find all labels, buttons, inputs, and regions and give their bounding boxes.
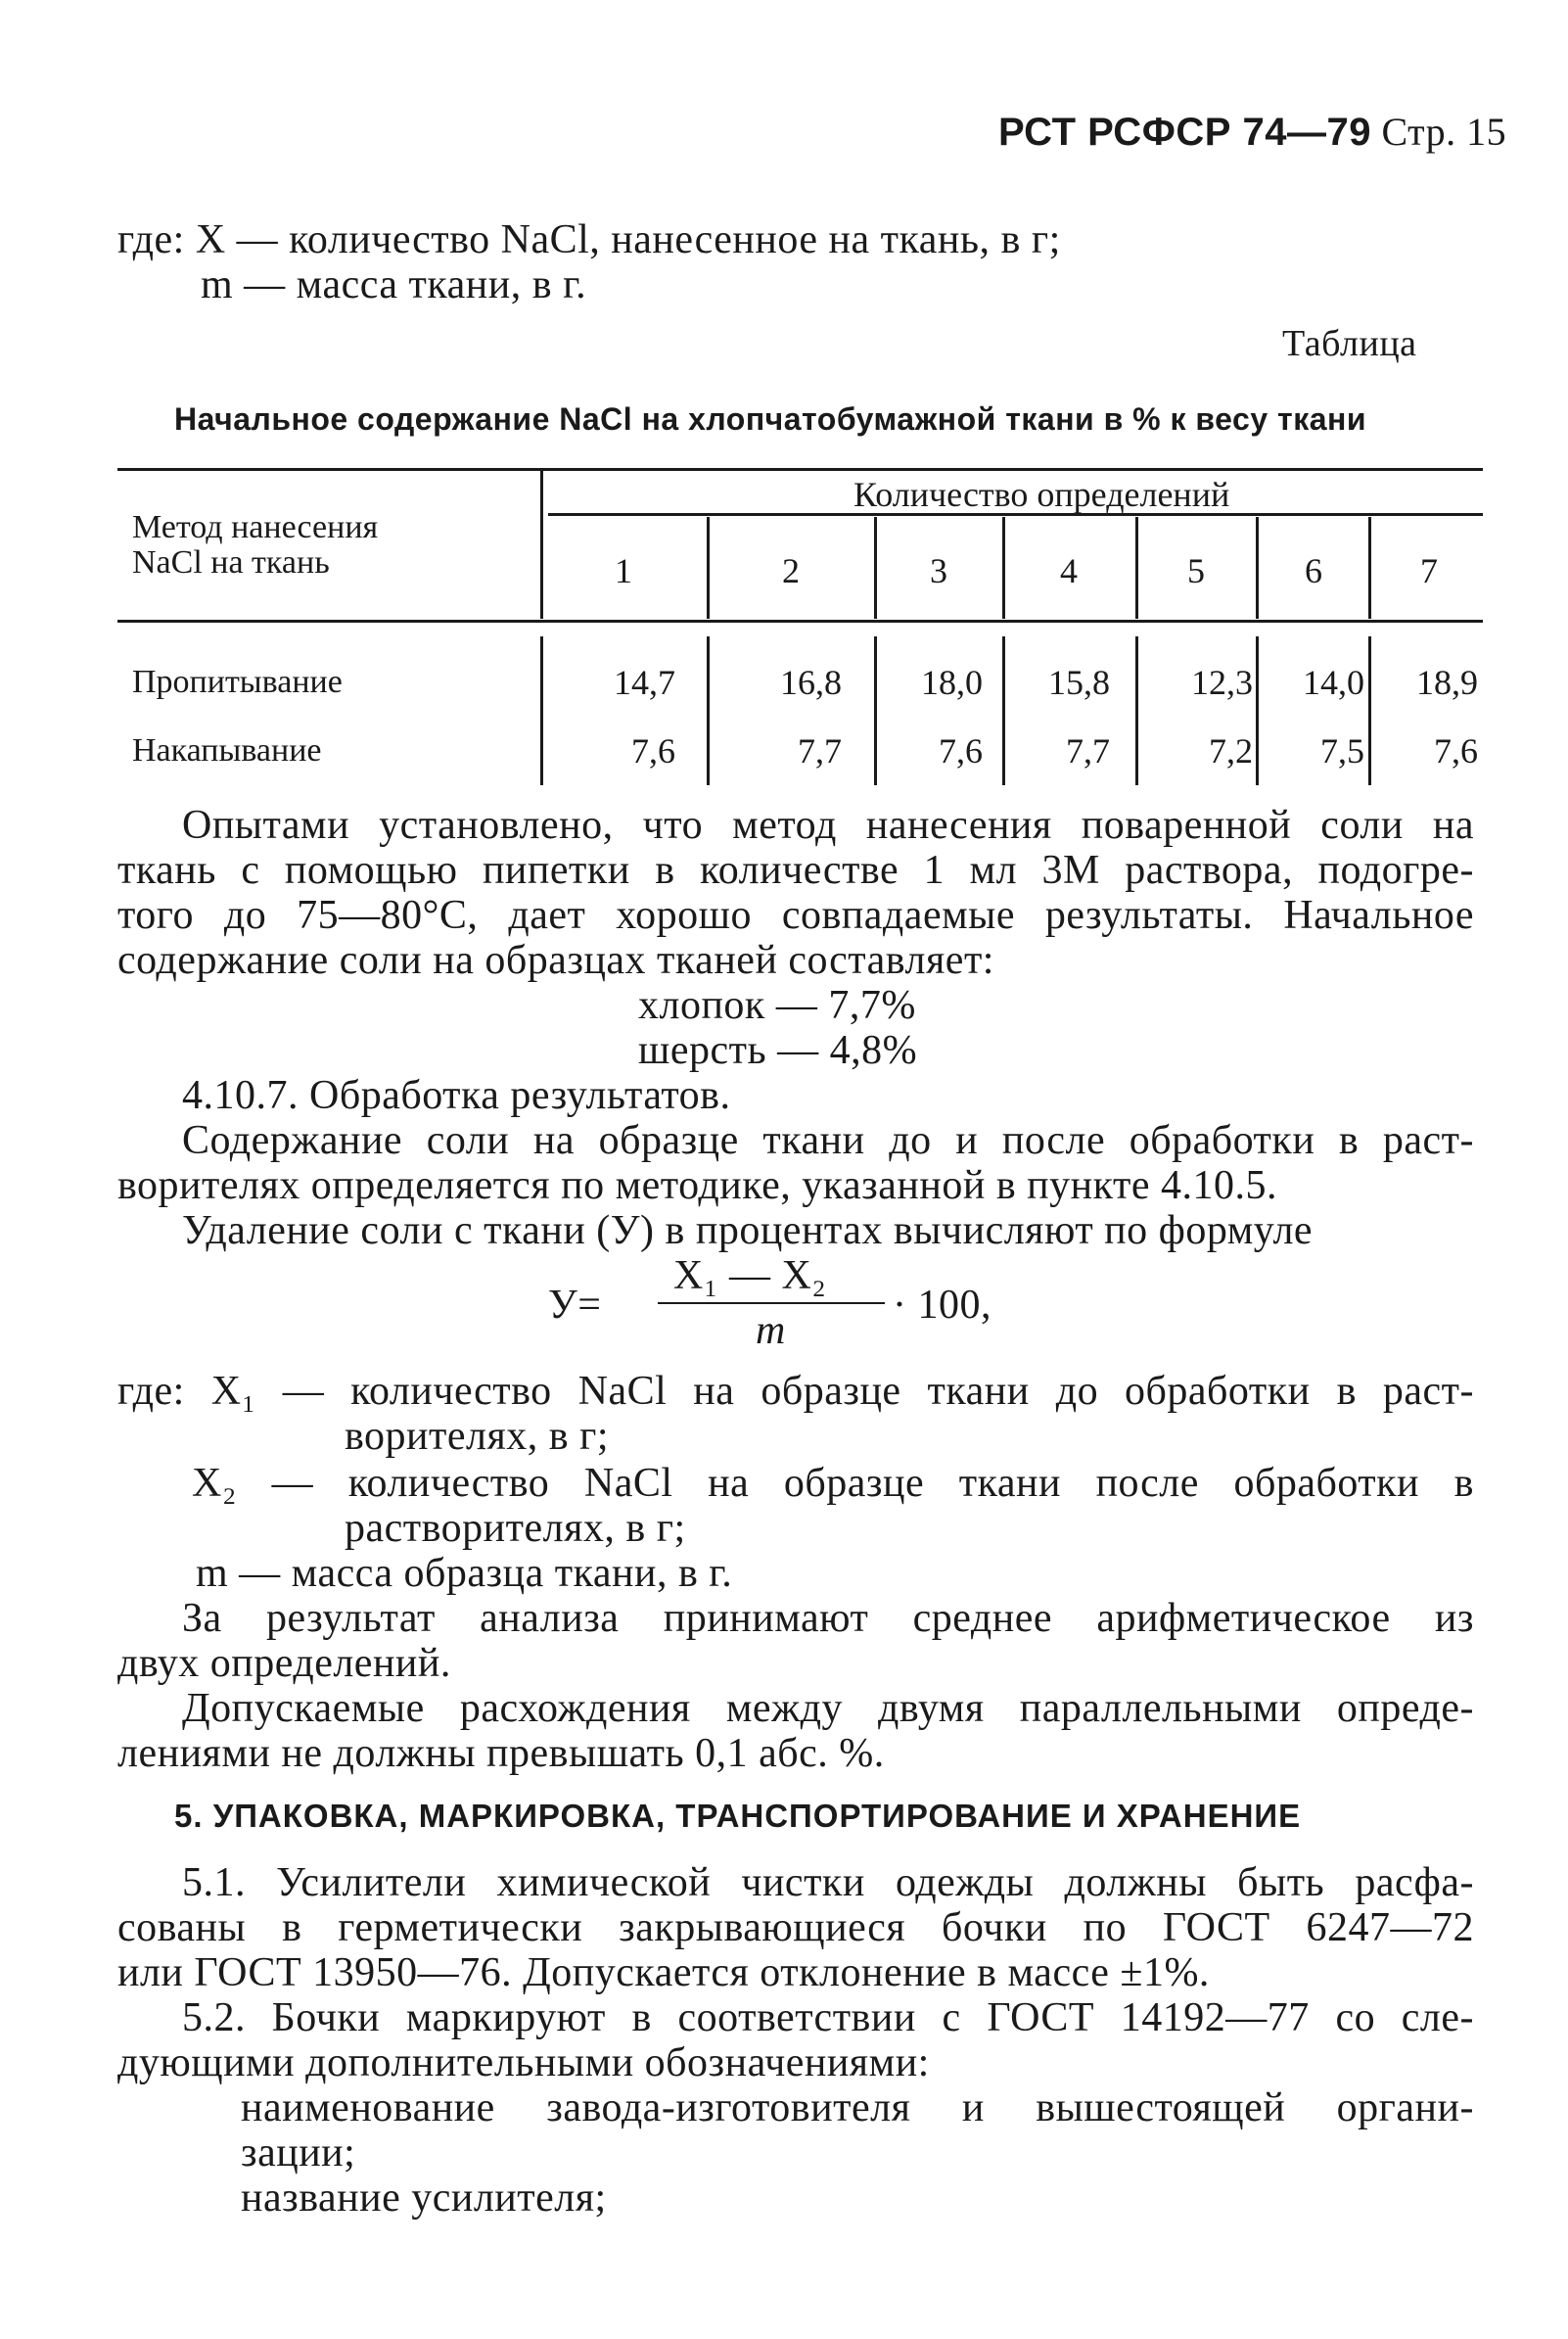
subsection-heading: 4.10.7. Обработка результатов. bbox=[182, 1073, 731, 1118]
table-vline bbox=[540, 636, 543, 785]
paragraph-line: сованы в герметически закрывающиеся бочки по ГОСТ 6247—72 bbox=[117, 1905, 1474, 1950]
header-doc-code: РСТ РСФСР 74—79 bbox=[998, 111, 1371, 154]
table-cell: 15,8 bbox=[1048, 663, 1110, 702]
paragraph-line: того до 75—80°С, дает хорошо совпадаемые результаты. Начальное bbox=[117, 893, 1474, 938]
table-cell: 7,7 bbox=[798, 731, 842, 771]
paragraph-line: Удаление соли с ткани (У) в процентах вычисляют по формуле bbox=[182, 1208, 1314, 1253]
paragraph-line: дующими дополнительными обозначениями: bbox=[117, 2040, 930, 2085]
table-vline bbox=[1135, 636, 1138, 785]
table-cell: 7,5 bbox=[1320, 731, 1364, 771]
table-vline bbox=[1368, 517, 1371, 619]
paragraph-line: двух определений. bbox=[117, 1641, 451, 1686]
paragraph-line: ткань с помощью пипетки в количестве 1 мл 3М раствора, подогре- bbox=[117, 848, 1474, 893]
table-cell: 7,7 bbox=[1066, 731, 1110, 771]
table-cell: 14,0 bbox=[1303, 663, 1364, 702]
table-header-bottom-rule bbox=[117, 620, 1483, 623]
value-wool: шерсть — 4,8% bbox=[638, 1028, 918, 1073]
table-vline bbox=[707, 636, 710, 785]
table-label: Таблица bbox=[1282, 323, 1417, 364]
formula-fraction-bar bbox=[658, 1302, 885, 1304]
row-label: Пропитывание bbox=[132, 664, 343, 700]
column-header: 4 bbox=[1060, 551, 1078, 590]
table-vline bbox=[1002, 517, 1005, 619]
table-cell: 14,7 bbox=[614, 663, 675, 702]
formula-lhs: У= bbox=[548, 1283, 602, 1328]
paragraph-line: ворителях определяется по методике, указанной в пункте 4.10.5. bbox=[117, 1163, 1277, 1208]
formula-rhs: · 100, bbox=[893, 1283, 992, 1328]
table-vline bbox=[874, 517, 877, 619]
list-item: название усилителя; bbox=[241, 2175, 607, 2221]
table-cell: 7,2 bbox=[1209, 731, 1253, 771]
formula-denominator: m bbox=[756, 1308, 786, 1353]
definition-line: растворителях, в г; bbox=[345, 1506, 686, 1551]
paragraph-line: лениями не должны превышать 0,1 абс. %. bbox=[117, 1731, 885, 1776]
method-header: NaCl на ткань bbox=[132, 544, 330, 581]
column-header: 2 bbox=[782, 551, 800, 590]
paragraph-line: Допускаемые расхождения между двумя параллельными опреде- bbox=[182, 1686, 1474, 1731]
table-cell: 18,0 bbox=[921, 663, 983, 702]
intro-line-m: m — масса ткани, в г. bbox=[201, 262, 587, 307]
table-cell: 16,8 bbox=[780, 663, 842, 702]
table-vline bbox=[1256, 517, 1259, 619]
paragraph-line: 5.1. Усилители химической чистки одежды должны быть расфа- bbox=[182, 1860, 1474, 1905]
paragraph-line: содержание соли на образцах тканей составляет: bbox=[117, 938, 994, 983]
table-cell: 7,6 bbox=[631, 731, 675, 771]
value-cotton: хлопок — 7,7% bbox=[638, 983, 916, 1028]
table-vline bbox=[540, 470, 543, 619]
table-cell: 12,3 bbox=[1191, 663, 1253, 702]
table-cell: 7,6 bbox=[1434, 731, 1478, 771]
definition-line: ворителях, в г; bbox=[345, 1414, 610, 1459]
definition-line: m — масса образца ткани, в г. bbox=[196, 1551, 733, 1596]
table-vline bbox=[1135, 517, 1138, 619]
paragraph-line: Содержание соли на образце ткани до и после обработки в раст- bbox=[182, 1118, 1474, 1163]
running-header bbox=[998, 110, 1506, 155]
header-page-number: Стр. 15 bbox=[1381, 110, 1507, 154]
column-header: 6 bbox=[1305, 551, 1322, 590]
list-item: зации; bbox=[241, 2130, 356, 2175]
list-item: наименование завода-изготовителя и вышестоящей органи- bbox=[241, 2085, 1474, 2130]
count-header: Количество определений bbox=[853, 475, 1230, 514]
column-header: 7 bbox=[1420, 551, 1438, 590]
table-title: Начальное содержание NaCl на хлопчатобумажной ткани в % к весу ткани bbox=[174, 401, 1366, 437]
intro-line-x: где: X — количество NaCl, нанесенное на ткань, в г; bbox=[117, 217, 1061, 262]
paragraph-line: За результат анализа принимают среднее арифметическое из bbox=[182, 1596, 1474, 1641]
paragraph-line: Опытами установлено, что метод нанесения поваренной соли на bbox=[182, 803, 1474, 848]
table-top-rule bbox=[117, 468, 1483, 471]
row-label: Накапывание bbox=[132, 732, 322, 769]
formula-numerator: X₁ — X₂ bbox=[673, 1253, 827, 1298]
paragraph-line: или ГОСТ 13950—76. Допускается отклонение в массе ±1%. bbox=[117, 1950, 1210, 1995]
table-cell: 18,9 bbox=[1416, 663, 1478, 702]
column-header: 3 bbox=[930, 551, 947, 590]
definition-line: где: X₁ — количество NaCl на образце ткани до обработки в раст- bbox=[117, 1369, 1474, 1414]
method-header: Метод нанесения bbox=[132, 509, 379, 545]
table-cell: 7,6 bbox=[939, 731, 983, 771]
table-vline bbox=[707, 517, 710, 619]
column-header: 5 bbox=[1187, 551, 1205, 590]
column-header: 1 bbox=[615, 551, 632, 590]
section-heading: 5. УПАКОВКА, МАРКИРОВКА, ТРАНСПОРТИРОВАНИЕ И ХРАНЕНИЕ bbox=[174, 1798, 1302, 1834]
definition-line: X₂ — количество NaCl на образце ткани после обработки в bbox=[192, 1461, 1474, 1506]
paragraph-line: 5.2. Бочки маркируют в соответствии с ГОСТ 14192—77 со сле- bbox=[182, 1995, 1474, 2040]
